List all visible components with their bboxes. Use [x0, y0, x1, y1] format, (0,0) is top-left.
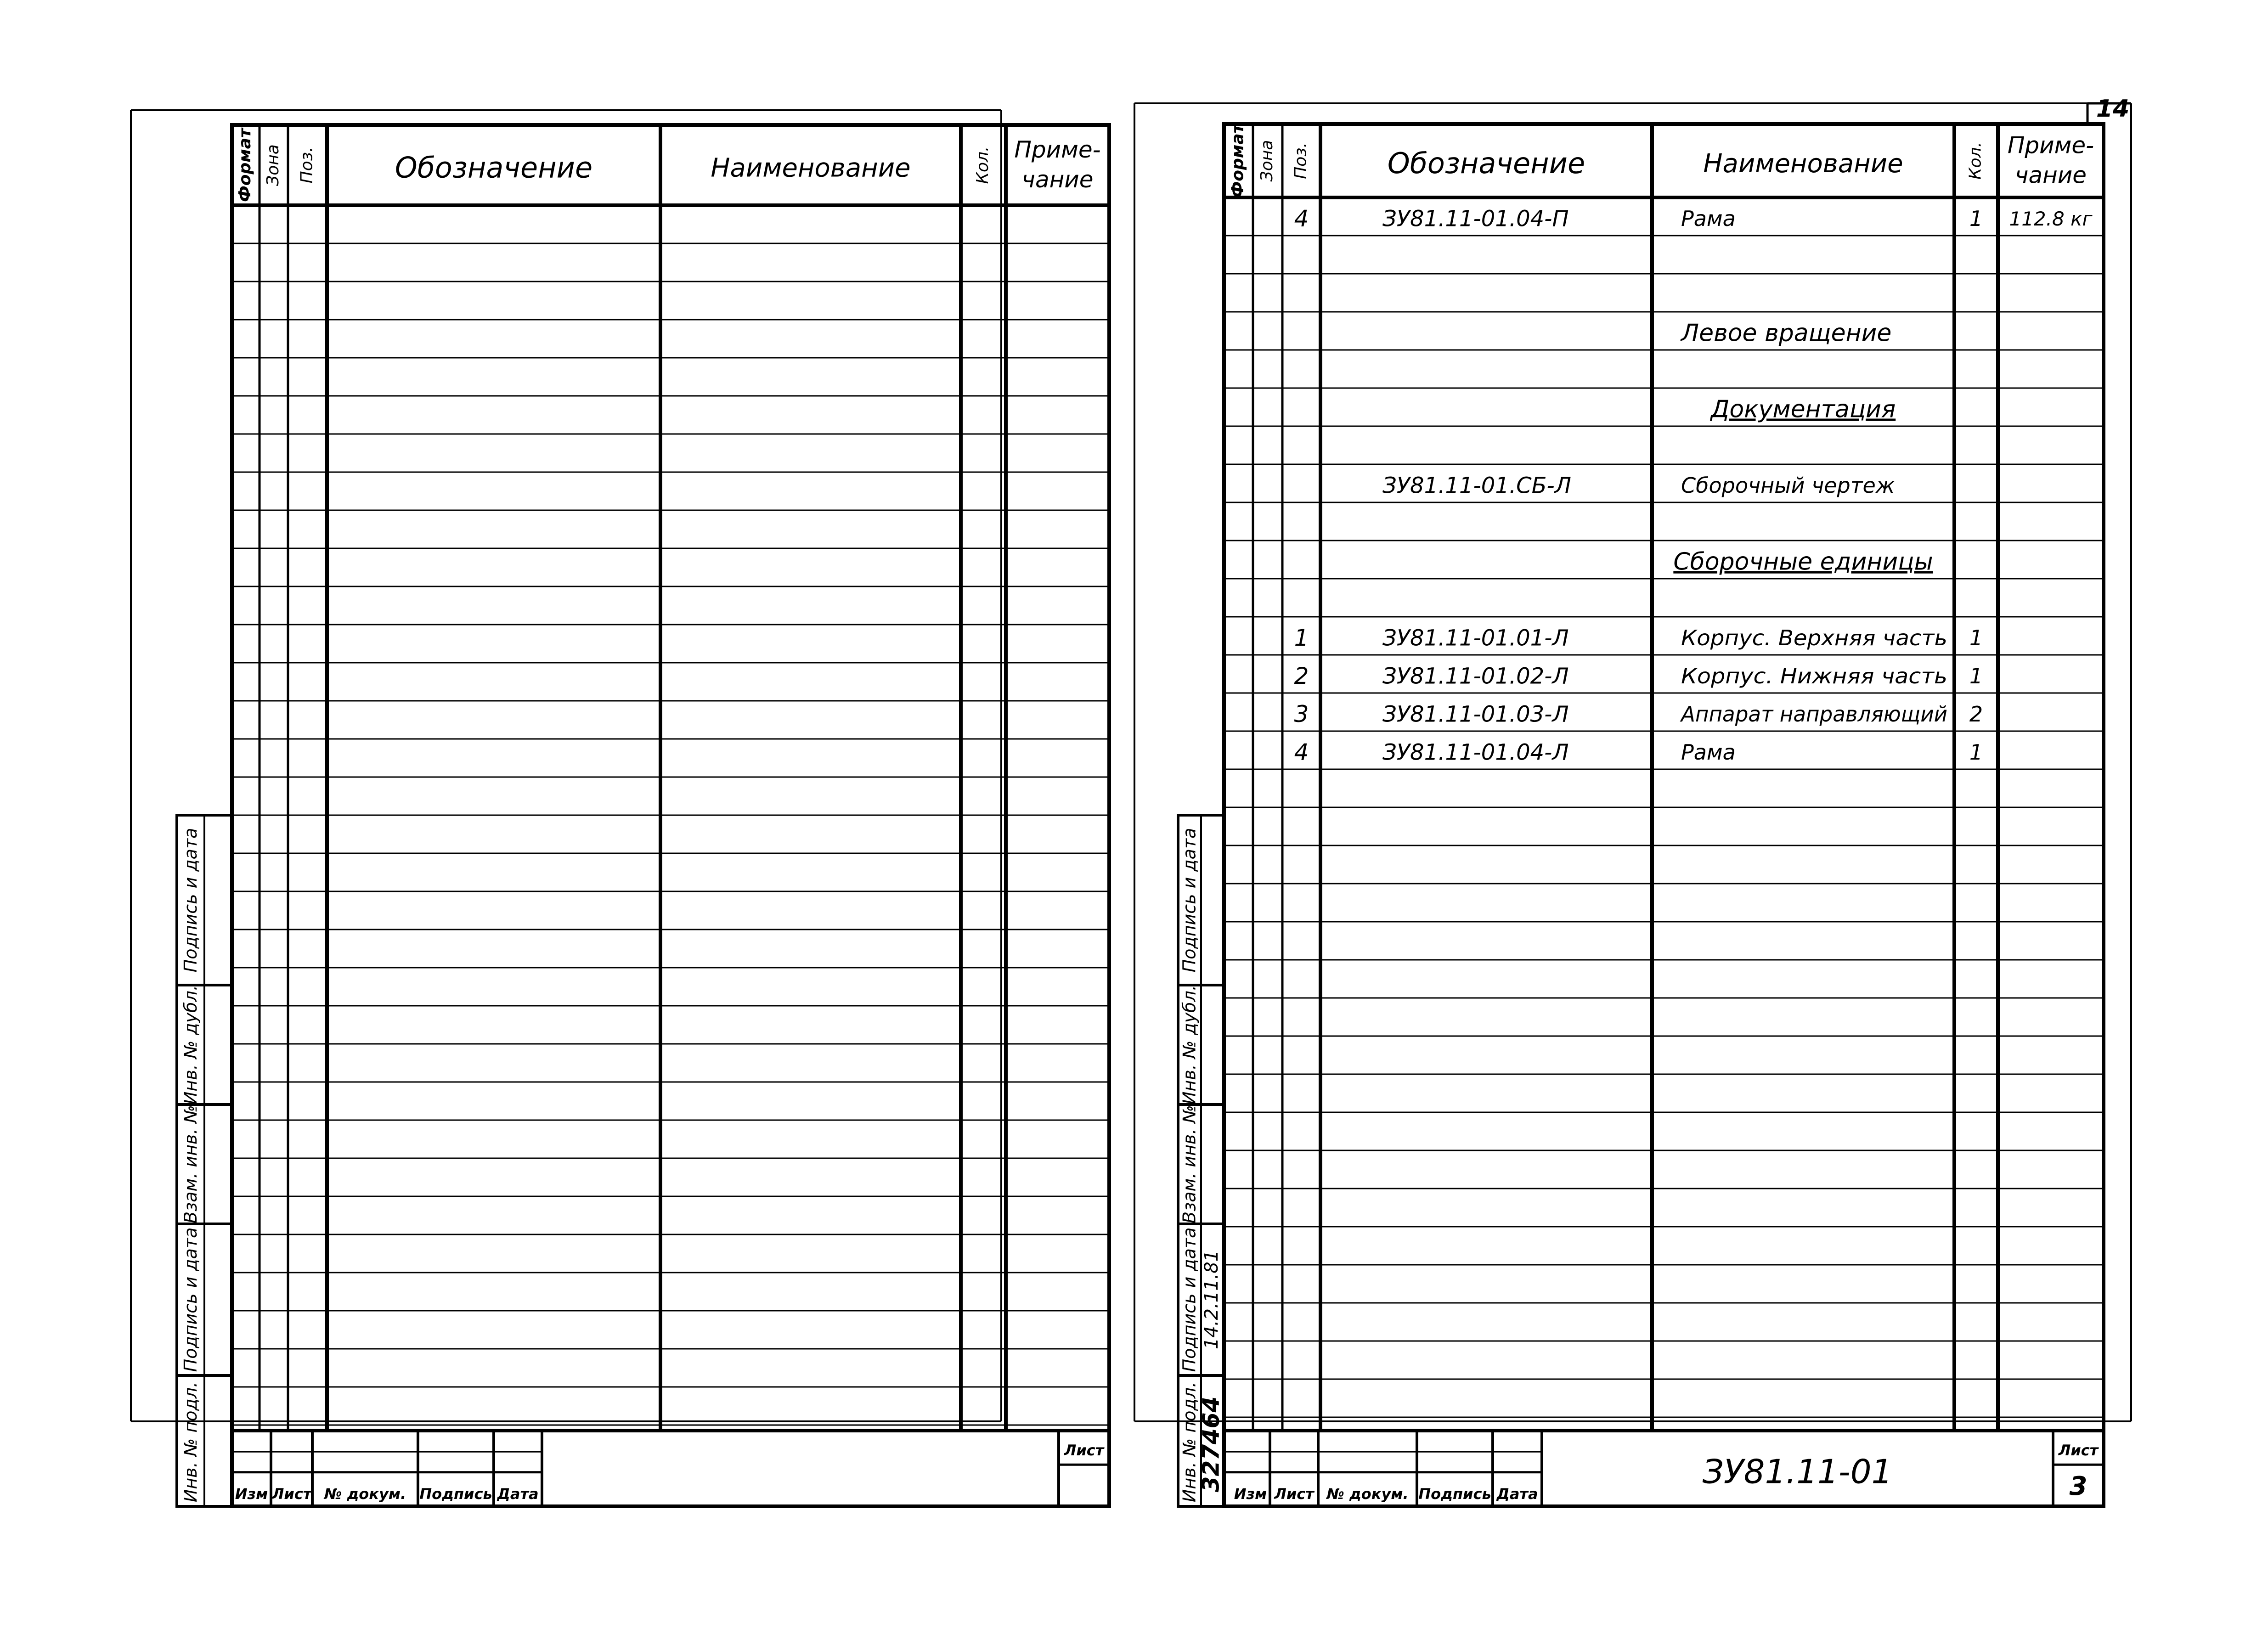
row-designation: ЗУ81.11-01.04-П — [1382, 206, 1569, 232]
col-header-designation: Обозначение — [395, 151, 593, 185]
tb-label-izm: Изм — [1234, 1485, 1267, 1503]
tb-sheet-label: Лист — [1064, 1442, 1104, 1459]
section-heading: Документация — [1710, 395, 1896, 423]
sheet-text — [181, 95, 2129, 1503]
row-name: Рама — [1681, 206, 1736, 231]
row-qty: 1 — [1969, 740, 1983, 765]
tb-label-signature: Подпись — [1418, 1485, 1491, 1503]
stamp-inv-podl: Инв. № подл. — [180, 1381, 201, 1503]
right-frame — [1224, 124, 2104, 1506]
row-name: Корпус. Верхняя часть — [1681, 625, 1947, 650]
tb-label-izm: Изм — [235, 1485, 268, 1503]
stamp-podp-data: Подпись и дата — [180, 1227, 201, 1372]
row-pos: 1 — [1294, 625, 1309, 651]
col-header-zone: Зона — [1258, 140, 1276, 182]
tb-label-date: Дата — [1496, 1485, 1538, 1503]
stamp-handwritten-date: 14.2.11.81 — [1201, 1250, 1222, 1350]
row-designation: ЗУ81.11-01.04-Л — [1382, 739, 1569, 766]
stamp-inv-dubl: Инв. № дубл. — [1179, 985, 1200, 1104]
corner-sheet-number: 14 — [2096, 95, 2130, 123]
row-qty: 1 — [1969, 625, 1983, 650]
tb-document-code: ЗУ81.11-01 — [1702, 1452, 1893, 1491]
col-header-pos: Поз. — [1291, 142, 1310, 179]
col-header-qty: Кол. — [1966, 141, 1985, 180]
col-header-pos: Поз. — [297, 146, 316, 184]
stamp-inv-number: 327464 — [1197, 1396, 1224, 1493]
row-name: Рама — [1681, 740, 1736, 765]
stamp-inv-podl: Инв. № подл. — [1179, 1381, 1200, 1503]
section-heading: Сборочные единицы — [1673, 548, 1933, 576]
col-header-zone: Зона — [264, 144, 282, 186]
tb-sheet-number: 3 — [2069, 1471, 2087, 1502]
stamp-podp-data-2: Подпись и дата — [1179, 828, 1200, 973]
row-pos: 2 — [1294, 663, 1309, 689]
row-qty: 1 — [1969, 664, 1983, 688]
col-header-format: Формат — [1228, 124, 1247, 198]
col-header-name: Наименование — [711, 153, 911, 183]
tb-label-doc_no: № докум. — [1326, 1485, 1409, 1503]
col-header-note-2: чание — [1021, 166, 1094, 193]
row-name: Аппарат направляющий — [1680, 702, 1947, 727]
row-pos: 4 — [1294, 205, 1309, 232]
stamp-vzam-inv: Взам. инв. № — [180, 1104, 201, 1224]
stamp-inv-dubl: Инв. № дубл. — [180, 985, 201, 1104]
tb-label-date: Дата — [497, 1485, 539, 1503]
row-designation: ЗУ81.11-01.01-Л — [1382, 625, 1569, 651]
tb-label-list: Лист — [271, 1485, 312, 1503]
tb-label-doc_no: № докум. — [324, 1485, 406, 1503]
tb-sheet-label: Лист — [2058, 1442, 2099, 1459]
row-pos: 3 — [1294, 701, 1309, 727]
row-designation: ЗУ81.11-01.СБ-Л — [1382, 473, 1571, 499]
section-heading: Левое вращение — [1681, 319, 1892, 347]
row-qty: 1 — [1969, 206, 1983, 231]
row-note: 112.8 кг — [2009, 208, 2093, 230]
row-name: Корпус. Нижняя часть — [1681, 664, 1947, 688]
row-qty: 2 — [1969, 702, 1983, 727]
stamp-vzam-inv: Взам. инв. № — [1179, 1104, 1200, 1224]
tb-label-list: Лист — [1274, 1485, 1314, 1503]
stamp-podp-data-2: Подпись и дата — [180, 828, 201, 973]
col-header-format: Формат — [236, 128, 254, 202]
row-designation: ЗУ81.11-01.02-Л — [1382, 663, 1569, 689]
row-name: Сборочный чертеж — [1681, 473, 1895, 498]
col-header-note-1: Приме- — [1014, 136, 1101, 163]
row-pos: 4 — [1294, 739, 1309, 766]
col-header-note-1: Приме- — [2007, 132, 2094, 159]
tb-label-signature: Подпись — [419, 1485, 492, 1503]
col-header-note-2: чание — [2014, 162, 2087, 189]
col-header-qty: Кол. — [973, 146, 992, 184]
col-header-name: Наименование — [1703, 149, 1903, 179]
row-designation: ЗУ81.11-01.03-Л — [1382, 701, 1569, 727]
col-header-designation: Обозначение — [1387, 146, 1585, 180]
grid-lines — [131, 103, 2131, 1506]
stamp-podp-data: Подпись и дата — [1179, 1227, 1200, 1372]
